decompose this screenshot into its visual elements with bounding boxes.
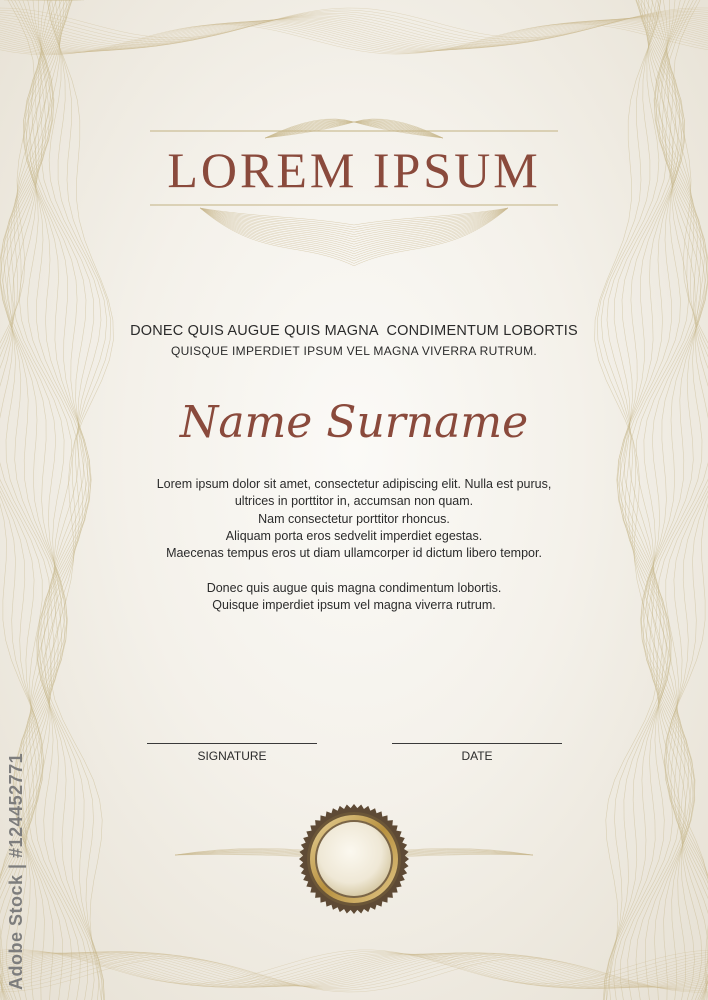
closing-line: Quisque imperdiet ipsum vel magna viverra rutrum. xyxy=(212,598,496,613)
closing-line: Donec quis augue quis magna condimentum lobortis. xyxy=(206,581,502,595)
body-line: Lorem ipsum dolor sit amet, consectetur adipiscing elit. Nulla est purus, xyxy=(156,477,552,491)
certificate-subtitle-line1: DONEC QUIS AUGUE QUIS MAGNA CONDIMENTUM LOBORTIS xyxy=(130,323,578,339)
signature-line xyxy=(147,743,317,744)
certificate-body xyxy=(0,476,708,562)
body-line: ultrices in porttitor in, accumsan non quam. xyxy=(234,494,474,509)
body-line: Maecenas tempus eros ut diam ullamcorper id dictum libero tempor. xyxy=(166,546,542,561)
certificate-closing xyxy=(0,580,708,615)
date-label: DATE xyxy=(461,749,493,763)
certificate-subtitle-line2: QUISQUE IMPERDIET IPSUM VEL MAGNA VIVERRA RUTRUM. xyxy=(170,344,538,358)
certificate-title: LOREM IPSUM xyxy=(167,142,541,198)
body-line: Nam consectetur porttitor rhoncus. xyxy=(258,511,450,526)
gold-seal-icon xyxy=(298,803,410,915)
date-line xyxy=(392,743,562,744)
body-line: Aliquam porta eros sedvelit imperdiet egestas. xyxy=(225,528,483,543)
signature-label: SIGNATURE xyxy=(197,749,267,763)
watermark: Adobe Stock | #124452771 xyxy=(6,752,26,990)
recipient-name: Name Surname xyxy=(179,397,529,448)
